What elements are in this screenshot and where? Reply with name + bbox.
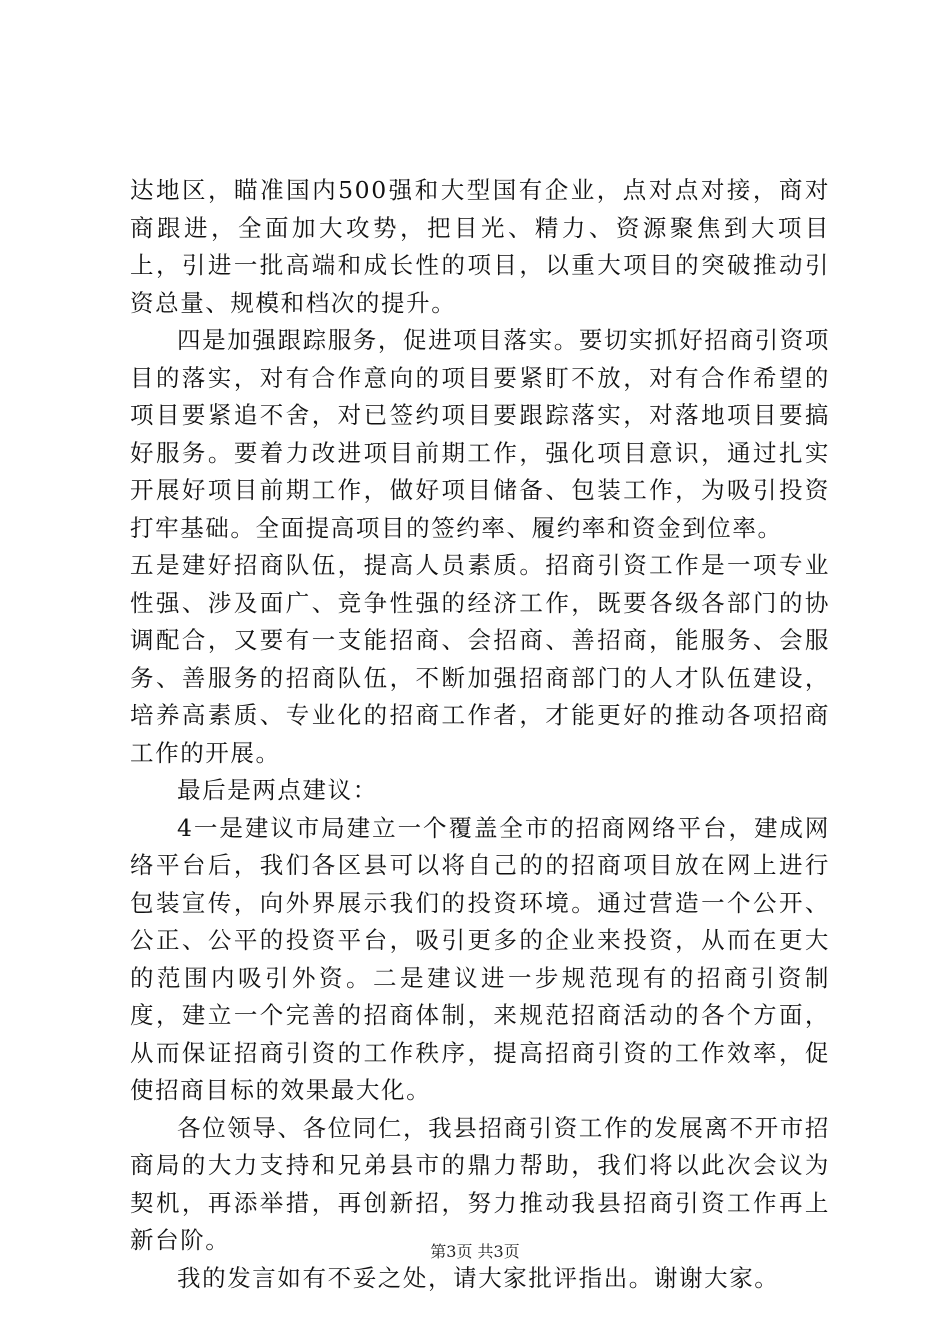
page-number-footer: 第3页 共3页 — [430, 1242, 520, 1261]
paragraph-thanks: 我的发言如有不妥之处，请大家批评指出。谢谢大家。 — [177, 1263, 780, 1292]
paragraph-closing: 各位领导、各位同仁，我县招商引资工作的发展离不开市招商局的大力支持和兄弟县市的鼎力帮助，我们将以此次会议为契机，再添举措，再创新招，努力推动我县招商引资工作再上新台阶。 — [130, 1113, 830, 1254]
paragraph-continuation: 达地区，瞄准国内500强和大型国有企业，点对点对接，商对商跟进，全面加大攻势，把目光、精力、资源聚焦到大项目上，引进一批高端和成长性的项目，以重大项目的突破推动引资总量、规模和档次的提升。 — [130, 176, 830, 317]
paragraph-point-four: 四是加强跟踪服务，促进项目落实。要切实抓好招商引资项目的落实，对有合作意向的项目要紧盯不放，对有合作希望的项目要紧追不舍，对已签约项目要跟踪落实，对落地项目要搞好服务。要着力改进项目前期工作，强化项目意识，通过扎实开展好项目前期工作，做好项目储备、包装工作，为吸引投资打牢基础。全面提高项目的签约率、履约率和资金到位率。 — [130, 326, 830, 542]
document-body — [130, 172, 830, 1297]
paragraph-suggestions-heading: 最后是两点建议： — [177, 776, 378, 804]
paragraph-suggestions: 4一是建议市局建立一个覆盖全市的招商网络平台，建成网络平台后，我们各区县可以将自己的的招商项目放在网上进行包装宣传，向外界展示我们的投资环境。通过营造一个公开、公正、公平的投资平台，吸引更多的企业来投资，从而在更大的范围内吸引外资。二是建议进一步规范现有的招商引资制度，建立一个完善的招商体制，来规范招商活动的各个方面，从而保证招商引资的工作秩序，提高招商引资的工作效率，促使招商目标的效果最大化。 — [130, 813, 830, 1104]
paragraph-point-five: 五是建好招商队伍，提高人员素质。招商引资工作是一项专业性强、涉及面广、竞争性强的经济工作，既要各级各部门的协调配合，又要有一支能招商、会招商、善招商，能服务、会服务、善服务的招商队伍，不断加强招商部门的人才队伍建设，培养高素质、专业化的招商工作者，才能更好的推动各项招商工作的开展。 — [130, 551, 830, 767]
